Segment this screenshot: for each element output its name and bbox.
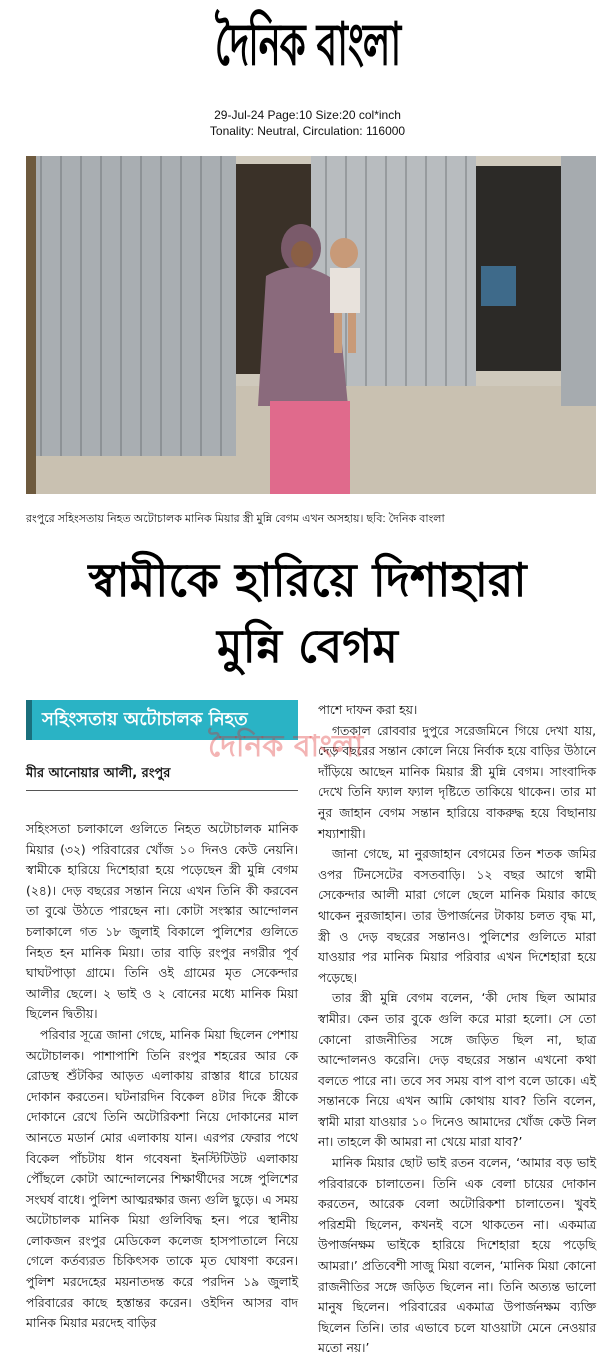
news-photo [26,156,596,494]
paragraph: গতকাল রোববার দুপুরে সরেজমিনে গিয়ে দেখা যায়, দেড় বছরের সন্তান কোলে নিয়ে নির্বাক হয়ে বাড়ির উঠানে দাঁড়িয়ে আছেন মানিক মিয়ার স্ত্রী মুন্নি বেগম। সাংবাদিক দেখে তিনি ফ্যাল ফ্যাল দৃষ্টিতে তাকিয়ে থাকেন। তার মা নুর জাহান বেগম সন্তান হারিয়ে বাকরুদ্ধ হয়ে বিছানায় শয্যাশায়ী। [318,723,596,841]
kicker-banner [26,700,298,740]
headline-line-2: মুন্নি বেগম [217,619,398,673]
clipping-meta-date: 29-Jul-24 Page:10 Size:20 col*inch [214,108,401,122]
paragraph: সহিংসতা চলাকালে গুলিতে নিহত অটোচালক মানিক মিয়ার (৩২) পরিবারের খোঁজ ১০ দিনও কেউ নেয়নি। স্বামীকে হারিয়ে দিশেহারা হয়ে পড়েছেন স্ত্রী মুন্নি বেগম (২৪)। দেড় বছরের সন্তান নিয়ে এখন তিনি কী করবেন তা বুঝে উঠতে পারছেন না। কোটা সংস্কার আন্দোলন চলাকালে গত ১৮ জুলাই বিকালে পুলিশের গুলিতে নিহত হন মানিক মিয়া। তার বাড়ি রংপুর নগরীর পূর্ব ঘাঘটপাড়া গ্রামে। তিনি ওই গ্রামের মৃত সেকেন্দার আলীর ছেলে। ২ ভাই ও ২ বোনের মধ্যে মানিক মিয়া ছিলেন দ্বিতীয়। [26,822,298,1022]
watermark: দৈনিক বাংলা [208,729,364,764]
headline-line-1: স্বামীকে হারিয়ে দিশাহারা [88,553,527,607]
photo-illustration [26,156,596,494]
paragraph: তার স্ত্রী মুন্নি বেগম বলেন, ‘কী দোষ ছিল আমার স্বামীর। কেন তার বুকে গুলি করে মারা হলো। সে তো কোনো রাজনীতির সঙ্গে জড়িত ছিল না, ছাত্র আন্দোলনও করেনি। দেড় বছরের সন্তান এখনো কথা বলতে পারে না। তবে সব সময় বাপ বাপ বলে ডাকে। এই সন্তানকে নিয়ে এখন আমি কোথায় যাব? তিনি বলেন, স্বামী মারা যাওয়ার ১০ দিনেও আমাদের খোঁজ কেউ নিল না। তাহলে কী আমরা না খেয়ে মারা যাব?’ [318,991,596,1150]
paragraph: জানা গেছে, মা নুরজাহান বেগমের তিন শতক জমির ওপর টিনসেটের বসতবাড়ি। ১২ বছর আগে স্বামী সেকেন্দার আলী মারা গেলে ছেলে মানিক মিয়ার কাছে থাকেন নুরজাহান। তার উপার্জনের টাকায় চলত বৃদ্ধ মা, স্ত্রী ও দেড় বছরের সন্তানও। পুলিশের গুলিতে মারা যাওয়ার পর মানিক মিয়ার পরিবার এখন দিশেহারা হয়ে পড়েছে। [318,847,596,985]
article-column-left [26,819,298,1344]
logo-text: দৈনিক বাংলা [214,7,401,79]
byline-rule [26,790,298,791]
paragraph: পাশে দাফন করা হয়। [318,703,418,717]
clipping-meta-tonality: Tonality: Neutral, Circulation: 116000 [209,124,406,138]
kicker-text: সহিংসতায় অটোচালক নিহত [42,708,248,730]
byline: মীর আনোয়ার আলী, রংপুর [26,766,171,781]
article-column-right [318,700,596,1356]
newspaper-logo [214,6,401,88]
photo-caption: রংপুরে সহিংসতায় নিহত অটোচালক মানিক মিয়ার স্ত্রী মুন্নি বেগম এখন অসহায়। ছবি: দৈনিক বাংলা [26,513,445,525]
paragraph: পরিবার সূত্রে জানা গেছে, মানিক মিয়া ছিলেন পেশায় অটোচালক। পাশাপাশি তিনি রংপুর শহরের আর কে রোডস্থ শুঁটকির আড়ত এলাকায় রাস্তার ধারে চায়ের দোকান করতেন। ঘটনারদিন বিকেল ৪টার দিকে স্ত্রীকে দোকানে রেখে তিনি অটোরিকশা নিয়ে দোকানের মাল আনতে মডার্ন মোর এলাকায় যান। এরপর ফেরার পথে বিকেল পাঁচটায় ধান গবেষনা ইনস্টিটিউট এলাকায় পৌঁছলে কোটা আন্দোলনের শিক্ষার্থীদের সঙ্গে পুলিশের সংঘর্ষ বাধে। পুলিশ আত্মরক্ষার জন্য গুলি ছুড়ে। এ সময় অটোচালক মানিক মিয়া গুলিবিদ্ধ হন। পরে স্থানীয় লোকজন রংপুর মেডিকেল কলেজ হাসপাতালে নিয়ে গেলে কর্তব্যরত চিকিৎসক তাকে মৃত ঘোষণা করেন। পুলিশ মরদেহের ময়নাতদন্ত করে পরদিন ১৯ জুলাই পরিবারের কাছে হস্তান্তর করেন। ওইদিন আসর বাদ মানিক মিয়ার মরদেহ বাড়ির [26,1027,298,1331]
paragraph: মানিক মিয়ার ছোট ভাই রতন বলেন, ‘আমার বড় ভাই পরিবারকে চালাতেন। তিনি এক বেলা চায়ের দোকান করতেন, আরেক বেলা অটোরিকশা চালাতেন। খুবই পরিশ্রমী ছিলেন, কখনই বসে থাকতেন না। একমাত্র উপার্জনক্ষম ভাইকে হারিয়ে দিশেহারা হয়ে পড়েছি আমরা।’ প্রতিবেশী সাজু মিয়া বলেন, ‘মানিক মিয়া কোনো রাজনীতির সঙ্গে জড়িত ছিলেন না। তিনি অত্যন্ত ভালো মানুষ ছিলেন। পরিবারের একমাত্র উপার্জনক্ষম ব্যক্তি ছিলেন তিনি। তার এভাবে চলে যাওয়াটা মেনে নেওয়ার মতো নয়।’ [318,1156,596,1356]
